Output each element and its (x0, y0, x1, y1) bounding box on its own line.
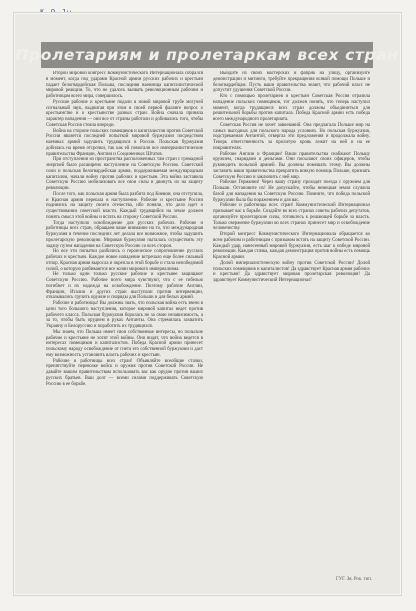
right-column (213, 71, 370, 569)
paragraph: Долой империалистическую войну против Советской России! Долой польских помещиков и капиталистов! Да здравствует Красная армия рабочих и крестьян! Да здравствует мировая пролетарская революция! Да здравствует Коммунистический Интернационал! (213, 260, 370, 283)
paragraph: Не только одни только русские рабочие и крестьяне защищают Советскую Россию. Рабочие всего мира чувствуют, что с ее гибелью погибнет и их надежда на освобождение. Поэтому рабочие Англии, Франции, Италии и других стран выступали против интервенции, отказывались грузить оружие и снаряды для Польши и для белых армий. (46, 272, 203, 301)
paragraph: При отступлении из пространства расположенных там стран с громадной энергией было расширено наступление на Советскую Россию. Советский союз и польская белогвардейская армия, поддерживаемая международным капиталом, начали войну против рабочих и крестьян. Эта война заставила Советскую Россию мобилизовать все свои силы и двинуть их на защиту революции. (46, 157, 203, 191)
paragraph: Русские рабочие и крестьяне подали в новой мировой трубе могучей сигнальный звук, выдвигая при этом в своей первой фаланге вопрос о крестьянстве и о крестьянстве разных стран. Война сначала приняла характер нападения — они все от страны работали и добивались того, чтобы Советская Россия стояла впереди. (46, 99, 203, 128)
left-column (46, 71, 203, 569)
paragraph: Тогда наступило освобождение для русских рабочих. Рабочие и работницы всех стран, обращаем ваше внимание на то, что международная буржуазия в течение последних лет делала все возможное, чтобы задушить пролетарскую революцию. Мировая буржуазия пыталась осуществить эту задачу путем нападения на Советскую Россию со всех сторон. (46, 220, 203, 249)
paragraph: Мы знаем, что Польша имеет свои собственные интересы, но польские рабочие и крестьяне не хотят этой войны. Они видят, что война ведется в интересах помещиков и капиталистов. Победа Красной армии принесет польскому народу освобождение от гнета его собственной буржуазии и даст ему возможность установить власть рабочих и крестьян. (46, 329, 203, 358)
paragraph: Советская Россия не хочет завоеваний. Она предлагала Польше мир на самых выгодных для польского народа условиях. Но польская буржуазия, подстрекаемая Антантой, отвергла эти предложения и продолжала войну. Теперь ответственность за пролитую кровь лежит на ней и на ее покровителях. (213, 122, 370, 151)
paragraph: Второй мировой конгресс Коммунистического Интернационала собрался в момент, когда под ударами Красной армии русских рабочих и крестьян падает белогвардейская Польша, последняя наемница капиталистической мировой реакции. То, что не удалось вызвать революционным рабочим и работницам всего мира, совершилось. (46, 71, 203, 99)
paragraph: Рабочие Англии и Франции! Ваши правительства снабжают Польшу оружием, снарядами и деньгами. Они посылают своих офицеров, чтобы руководить польской армией. Вы должны помешать этому. Вы должны заставить ваши правительства прекратить всякую помощь Польше, признать Советскую Россию и заключить с ней мир. (213, 151, 370, 180)
paragraph: Но все эти попытки разбились о героическое сопротивление русских рабочих и крестьян. Каждое новое нападение встречало еще более сильный отпор. Красная армия выросла и окрепла в этой борьбе и стала непобедимой силой, о которую разбиваются все козни мирового империализма. (46, 249, 203, 272)
paragraph: Рабочие и работницы всех стран! Объявляйте всеобщие стачки, препятствуйте перевозке войск и оружия против Советской России. Не давайте вашим правительствам использовать вас как орудие против ваших русских братьев. Ваш долг — всеми силами поддерживать Советскую Россию в ее борьбе. (46, 358, 203, 387)
printer-imprint: ГУГ. Зв. Рок. тип. (336, 577, 372, 582)
paragraph: Второй конгресс Коммунистического Интернационала обращается ко всем рабочим и работницам с призывом встать на защиту Советской России. Каждый удар, нанесенный мировой буржуазии, есть шаг к победе мировой революции. Каждая стачка, каждая демонстрация против войны есть помощь Красной армии. (213, 232, 370, 260)
paragraph: Рабочие и работницы всех стран! Коммунистический Интернационал призывает вас к борьбе. Создайте во всех странах советы рабочих депутатов, организуйте пролетарские силы, готовьтесь к решающей борьбе за власть. Только свержение буржуазии во всех странах принесет мир и освобождение человечеству. (213, 203, 370, 232)
paragraph: Кто с помощью пролетариев и крестьян Советская Россия отразила нападение польских помещиков, тот должен понять, что теперь наступил момент, когда трудящиеся всех стран должны объединиться для решительной борьбы против капитала. Победа Красной армии есть победа всего международного пролетариата. (213, 94, 370, 122)
title-band (15, 42, 399, 68)
paragraph: Выйдите из своих мастерских и фабрик на улицу, организуйте демонстрации и митинги, требуйте прекращения всякой помощи Польше и белогвардейцам. Пусть ваши правительства знают, что рабочий класс не допустит удушения Советской России. (213, 71, 370, 94)
paragraph: После того, как польская армия была разбита под Киевом, она отступила, и Красная армия перешла в наступление. Рабочие и крестьяне России поднялись на защиту своего отечества, ибо поняли, что дело идет о существовании советской власти. Каждый трудящийся на земле должен понять смысл этой войны и встать на сторону Советской России. (46, 191, 203, 220)
paragraph: Война на стороне польских помещиков и капиталистов против Советской России является последней попыткой мировой буржуазии посредством наемных армий задушить трудящихся в России. Польская буржуазия добилась на время отсрочки, так как ей помогали все империалистические правительства Франции, Англии и Соединенных Штатов. (46, 128, 203, 157)
paragraph: Рабочие и работницы! Вы должны знать, что польская война есть звено в цепи того большого наступления, которое мировой капитал ведет против рабочего класса. Польская буржуазия боролась не за свою независимость, а за то, чтобы быть орудием в руках Антанты. Она стремилась захватить Украину и Белоруссию и поработить их трудящихся. (46, 301, 203, 329)
document-title: Пролетариям и пролетаркам всех стран (15, 46, 399, 64)
paragraph: Рабочие Германии! Через вашу страну проходят поезда с оружием для Польши. Остановите их! Не допускайте, чтобы немецкая земля служила базой для нападения на Советскую Россию. Помните, что победа польской буржуазии была бы поражением и для вас. (213, 180, 370, 203)
body-columns (46, 71, 370, 569)
